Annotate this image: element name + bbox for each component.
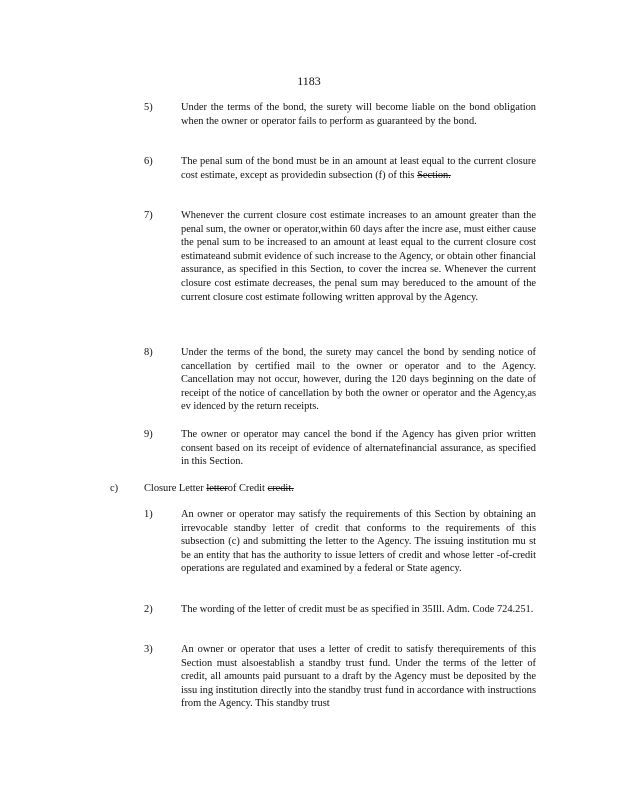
item-number: 3): [144, 644, 153, 655]
section-c-label: c): [110, 483, 119, 494]
struck-text: Section.: [417, 169, 451, 181]
item-number: 8): [144, 347, 153, 358]
item-number: 5): [144, 102, 153, 113]
item-text: An owner or operator may satisfy the requirements of this Section by obtaining an irrevocable standby letter of credit that conforms to the requirements of this subsection (c) and submitting the letter to the Agency. The issuing institution mu st be an entity that has the authority to issue letters of credit and whose letter -of-credit operations are regulated and examined by a federal or State agency.: [181, 509, 536, 575]
item-text: Under the terms of the bond, the surety may cancel the bond by sending notice of cancellation by certified mail to the owner or operator and to the Agency. Cancellation may not occur, however, during the 120 days beginning on the date of receipt of the notice of cancellation by both the owner or operator and the Agency,as ev idenced by the return receipts.: [181, 347, 536, 413]
item-text: The owner or operator may cancel the bond if the Agency has given prior written consent based on its receipt of evidence of alternatefinancial assurance, as specified in this Section.: [181, 429, 536, 468]
item-text: Whenever the current closure cost estimate increases to an amount greater than the penal sum, the owner or operator,within 60 days after the incre ase, must either cause the penal sum to be increased to an amount at least equal to the current closure cost estimateand submit evidence of such increase to the Agency, or obtain other financial assurance, as specified in this Section, to cover the increa se. Whenever the current closure cost estimate decreases, the penal sum may bereduced to the amount of the current closure cost estimate following written approval by the Agency.: [181, 210, 536, 303]
section-title-part: of Credit: [227, 483, 265, 494]
section-title-part: Closure Letter: [144, 483, 204, 494]
section-c-title: [144, 482, 294, 496]
item-number: 2): [144, 604, 153, 615]
item-text: The wording of the letter of credit must be as specified in 35Ill. Adm. Code 724.251.: [181, 604, 534, 615]
item-number: 9): [144, 429, 153, 440]
item-number: 7): [144, 210, 153, 221]
item-text-main: The penal sum of the bond must be in an amount at least equal to the current closure cost estimate, except as providedin subsection (f) of this: [181, 156, 536, 181]
struck-text: letter: [206, 483, 228, 494]
item-text: [181, 155, 536, 182]
struck-text: credit.: [267, 483, 294, 494]
item-number: 1): [144, 509, 153, 520]
item-text: Under the terms of the bond, the surety will become liable on the bond obligation when the owner or operator fails to perform as guaranteed by the bond.: [181, 102, 536, 127]
item-number: 6): [144, 156, 153, 167]
item-text: An owner or operator that uses a letter of credit to satisfy therequirements of this Section must alsoestablish a standby trust fund. Under the terms of the letter of credit, all amounts paid pursuant to a draft by the Agency must be deposited by the issu ing institution directly into the standby trust fund in accordance with instructions from the Agency. This standby trust: [181, 644, 536, 710]
page-number: 1183: [297, 74, 321, 88]
